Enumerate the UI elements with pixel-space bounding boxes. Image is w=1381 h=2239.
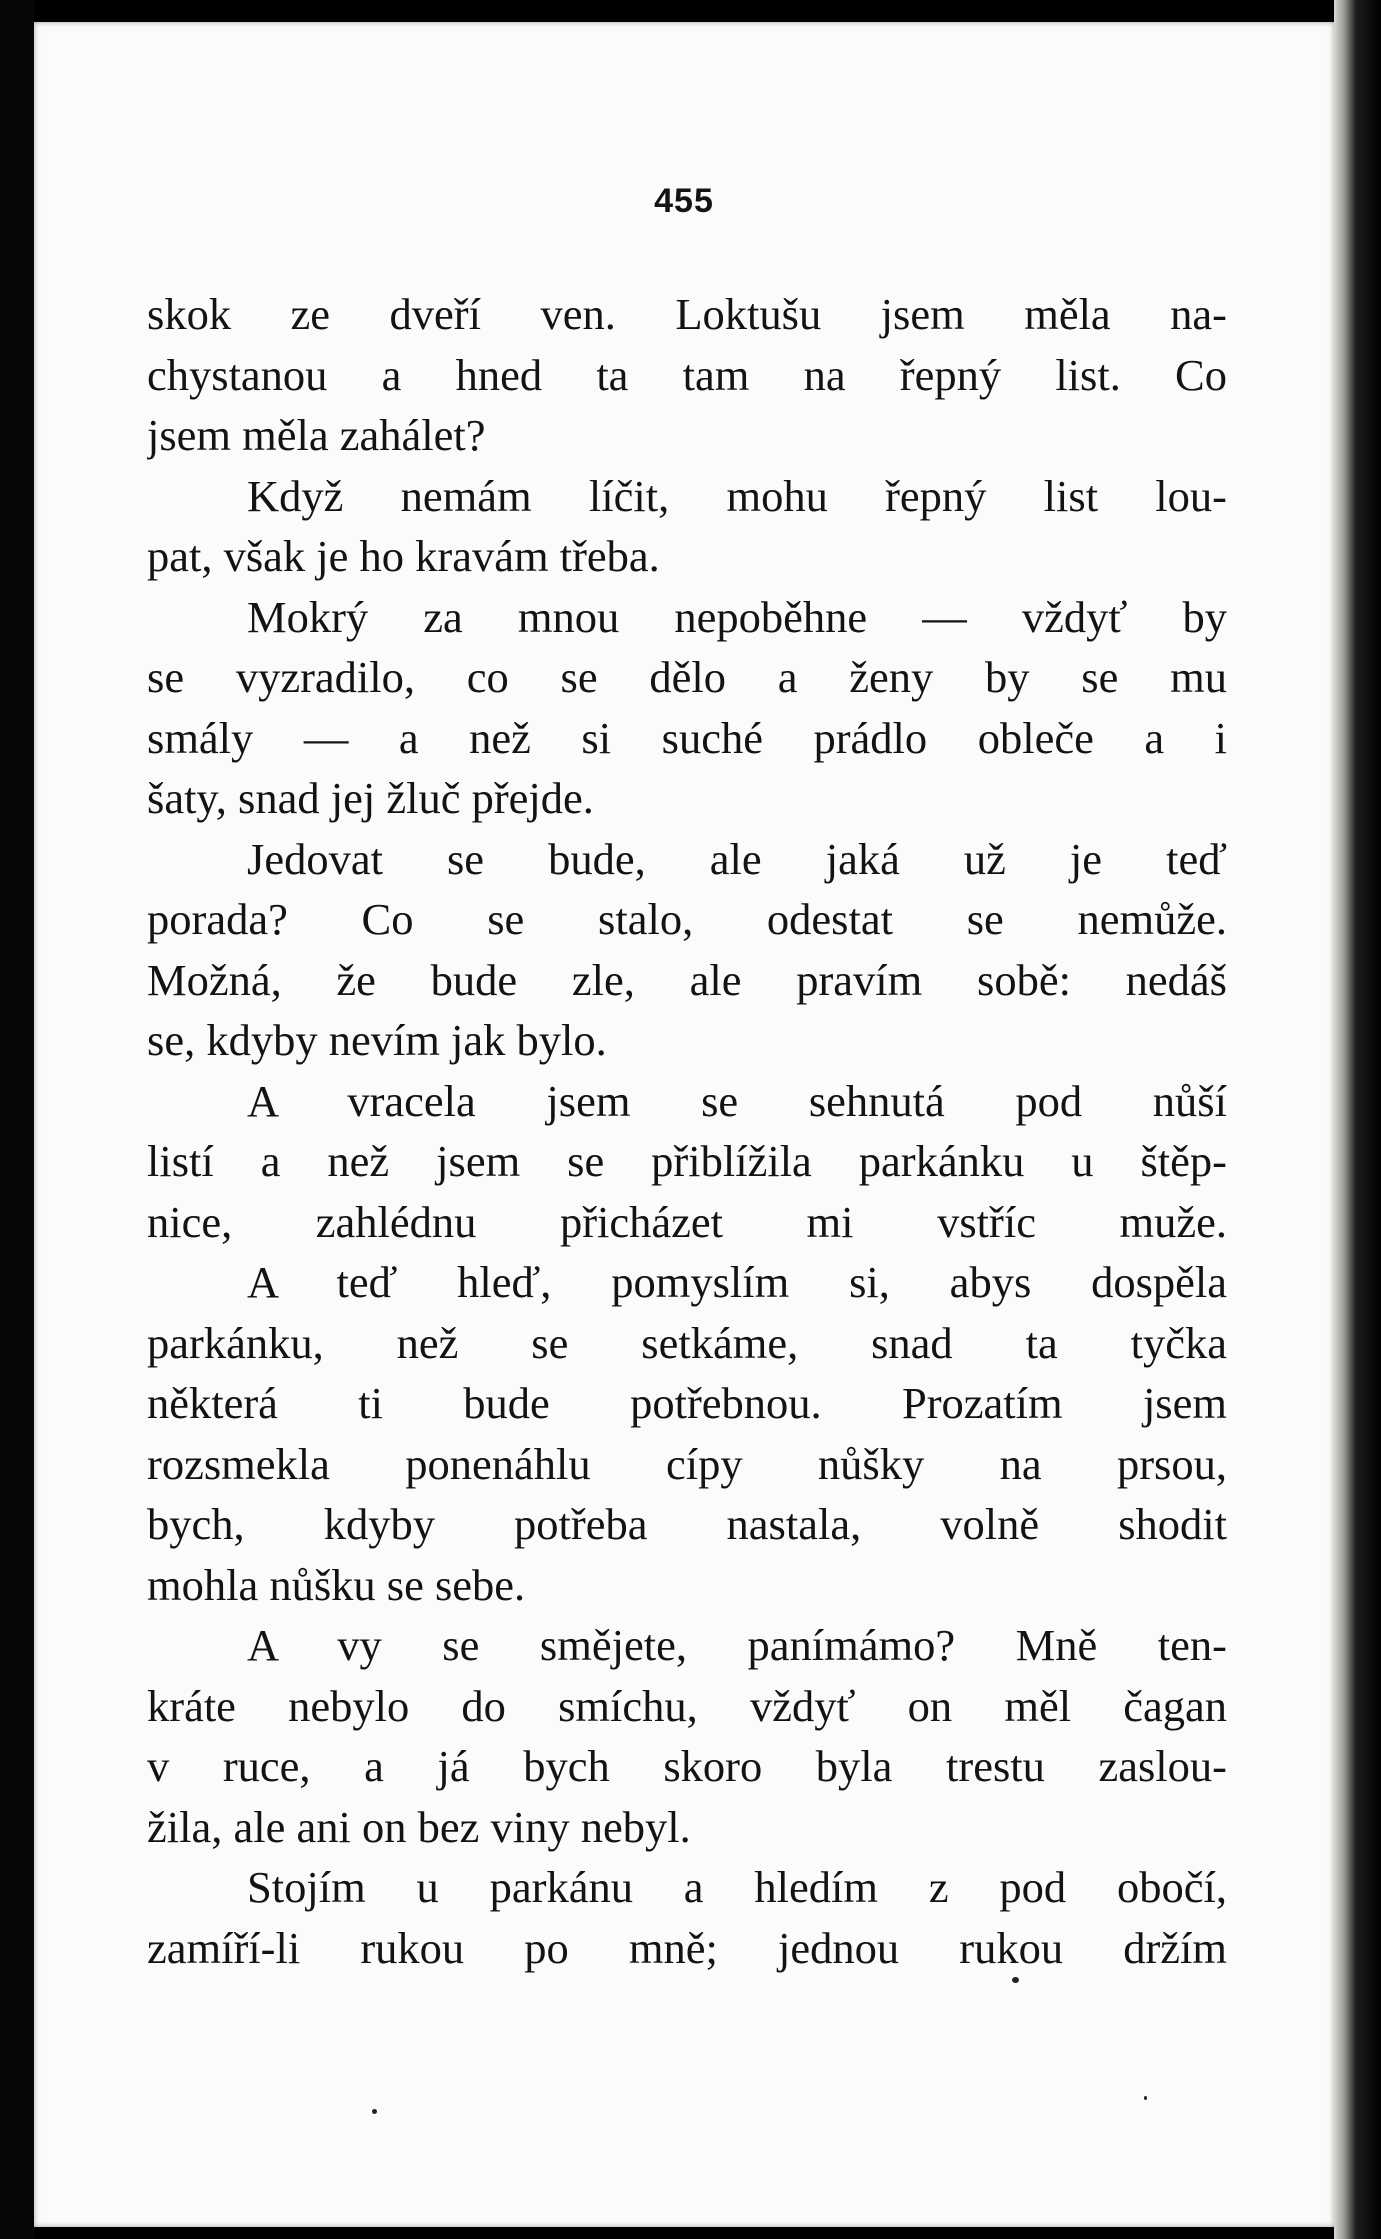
text-line: zamíří-li rukou po mně; jednou rukou držím xyxy=(147,1922,1227,1973)
text-line: A vracela jsem se sehnutá pod nůší xyxy=(247,1075,1227,1126)
text-line: kráte nebylo do smíchu, vždyť on měl čagan xyxy=(147,1680,1227,1731)
ink-speck xyxy=(1012,1977,1019,1983)
text-line: žila, ale ani on bez viny nebyl. xyxy=(147,1801,691,1852)
text-line: jsem měla zahálet? xyxy=(147,410,486,460)
text-line: Když nemám líčit, mohu řepný list lou- xyxy=(247,470,1227,521)
text-line: se, kdyby nevím jak bylo. xyxy=(147,1015,607,1065)
text-line: Mokrý za mnou nepoběhne — vždyť by xyxy=(247,591,1227,642)
text-line: Stojím u parkánu a hledím z pod obočí, xyxy=(247,1862,1227,1912)
text-line: některá ti bude potřebnou. Prozatím jsem xyxy=(147,1378,1227,1428)
text-line: Jedovat se bude, ale jaká už je teď xyxy=(247,833,1227,884)
ink-speck xyxy=(372,2109,377,2114)
text-line: v ruce, a já bych skoro byla trestu zaslou- xyxy=(147,1741,1227,1791)
text-line: se vyzradilo, co se dělo a ženy by se mu xyxy=(147,652,1227,702)
ink-speck xyxy=(1144,2096,1147,2100)
text-line: šaty, snad jej žluč přejde. xyxy=(147,773,594,823)
text-line: bych, kdyby potřeba nastala, volně shodit xyxy=(147,1499,1227,1549)
text-line: porada? Co se stalo, odestat se nemůže. xyxy=(147,894,1227,944)
book-page xyxy=(34,22,1334,2227)
text-line: A teď hleď, pomyslím si, abys dospěla xyxy=(247,1257,1227,1307)
text-line: A vy se smějete, panímámo? Mně ten- xyxy=(247,1620,1227,1670)
text-line: pat, však je ho kravám třeba. xyxy=(147,531,660,581)
text-line: smály — a než si suché prádlo obleče a i xyxy=(147,712,1227,763)
text-line: nice, zahlédnu přicházet mi vstříc muže. xyxy=(147,1196,1227,1247)
body-text xyxy=(147,284,1227,1978)
text-line: skok ze dveří ven. Loktušu jsem měla na- xyxy=(147,289,1227,339)
text-line: chystanou a hned ta tam na řepný list. Co xyxy=(147,349,1227,400)
text-line: rozsmekla ponenáhlu cípy nůšky na prsou, xyxy=(147,1438,1227,1489)
text-line: listí a než jsem se přiblížila parkánku u štěp- xyxy=(147,1136,1227,1186)
text-line: mohla nůšku se sebe. xyxy=(147,1559,526,1610)
text-line: parkánku, než se setkáme, snad ta tyčka xyxy=(147,1317,1227,1368)
right-scan-border xyxy=(1334,0,1381,2239)
left-scan-border xyxy=(0,0,34,2239)
page-number: 455 xyxy=(654,182,714,220)
text-line: Možná, že bude zle, ale pravím sobě: nedáš xyxy=(147,954,1227,1005)
